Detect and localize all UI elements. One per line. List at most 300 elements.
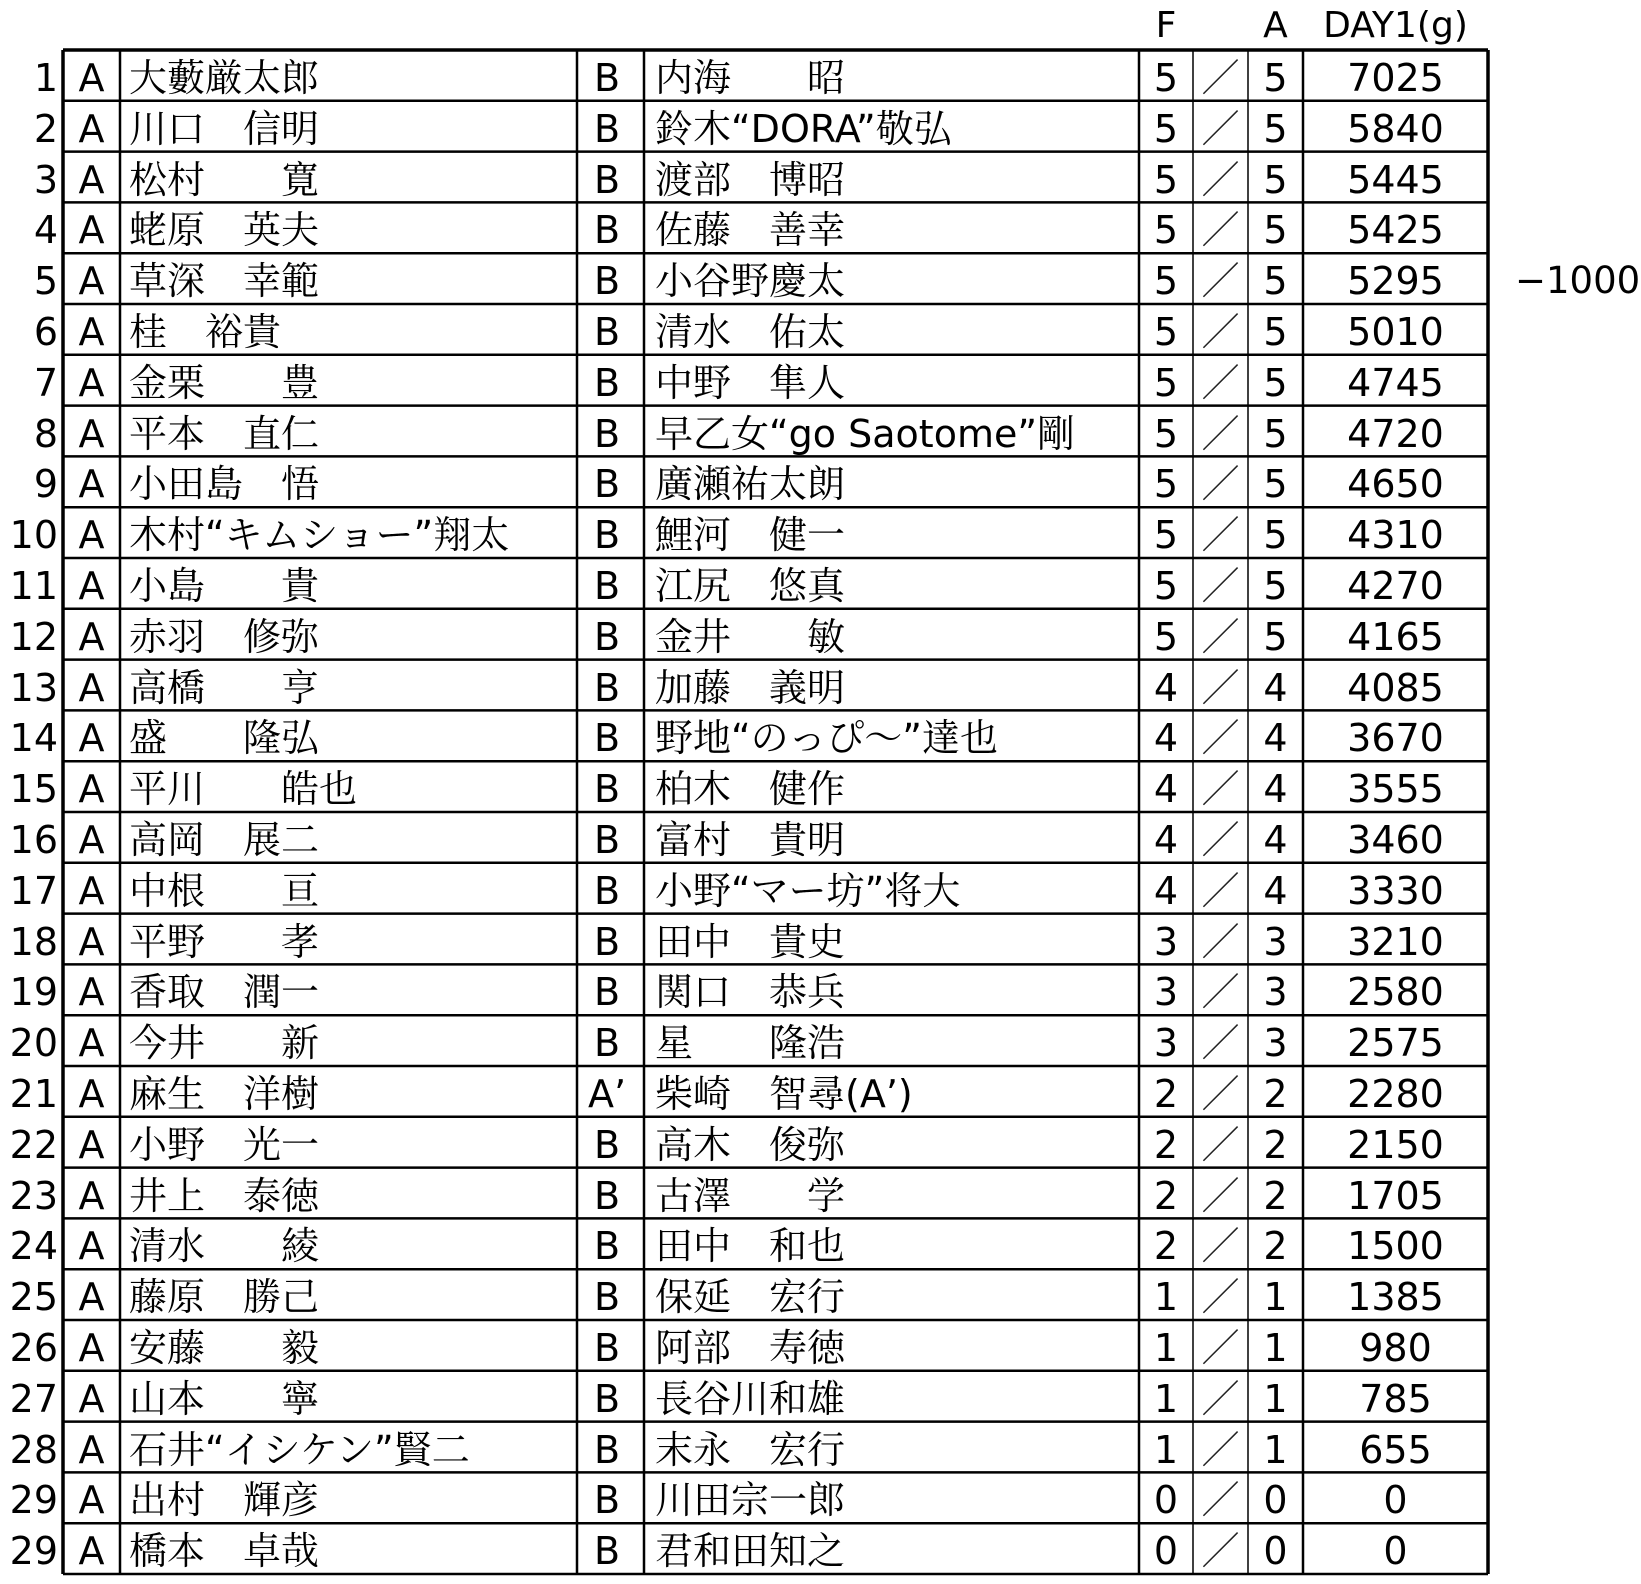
note-cell xyxy=(1515,1371,1641,1422)
name-b-cell: 富村 貴明 xyxy=(655,818,846,862)
note-cell xyxy=(1515,507,1641,558)
name-a-cell: 松村 寛 xyxy=(129,157,320,202)
team-a-cell: A xyxy=(78,106,105,151)
separator-cell: ／ xyxy=(1201,208,1240,253)
separator-cell: ／ xyxy=(1201,1275,1240,1320)
name-b-cell: 早乙女“go Saotome”剛 xyxy=(655,411,1076,456)
day1-cell: 4085 xyxy=(1347,665,1444,710)
name-a-cell: 今井 新 xyxy=(129,1021,320,1066)
name-b-cell: 星 隆浩 xyxy=(655,1021,846,1066)
team-a-cell: A xyxy=(78,716,105,761)
rank-cell: 26 xyxy=(9,1326,58,1370)
table-row xyxy=(0,507,1641,558)
name-b-cell: 金井 敏 xyxy=(655,614,846,659)
team-b-cell: B xyxy=(593,564,621,608)
name-a-cell: 石井“イシケン”賢二 xyxy=(129,1427,470,1472)
team-b-cell: B xyxy=(593,310,621,354)
day1-cell: 1500 xyxy=(1347,1224,1444,1269)
f-cell: 3 xyxy=(1153,970,1179,1015)
day1-cell: 2280 xyxy=(1347,1072,1444,1116)
table-row xyxy=(0,1472,1641,1523)
team-a-cell: A xyxy=(78,1021,105,1066)
team-b-cell: B xyxy=(593,411,621,456)
note-cell xyxy=(1515,1320,1641,1371)
f-cell: 5 xyxy=(1153,310,1179,354)
a-cell: 4 xyxy=(1263,665,1288,710)
f-cell: 2 xyxy=(1153,1224,1179,1269)
table-row xyxy=(0,406,1641,457)
name-b-cell: 古澤 学 xyxy=(655,1173,846,1218)
note-cell xyxy=(1515,1168,1641,1219)
rank-cell: 21 xyxy=(9,1072,58,1116)
f-cell: 4 xyxy=(1153,665,1179,710)
team-b-cell: B xyxy=(593,1021,621,1066)
rank-cell: 12 xyxy=(9,614,58,659)
team-a-cell: A xyxy=(78,259,105,304)
name-a-cell: 山本 寧 xyxy=(129,1376,320,1421)
day1-cell: 1705 xyxy=(1347,1173,1444,1218)
name-a-cell: 高岡 展二 xyxy=(129,818,320,862)
day1-cell: 5295 xyxy=(1347,259,1444,304)
table-row xyxy=(0,1371,1641,1422)
note-cell xyxy=(1515,964,1641,1015)
name-a-cell: 大藪厳太郎 xyxy=(129,56,320,100)
day1-cell: 0 xyxy=(1383,1529,1408,1574)
separator-cell: ／ xyxy=(1201,259,1240,304)
name-b-cell: 佐藤 善幸 xyxy=(655,208,846,253)
team-b-cell: B xyxy=(593,1529,621,1574)
team-b-cell: B xyxy=(593,157,621,202)
f-cell: 4 xyxy=(1153,818,1179,862)
f-cell: 5 xyxy=(1153,513,1179,558)
f-cell: 5 xyxy=(1153,614,1179,659)
separator-cell: ／ xyxy=(1201,1122,1240,1167)
team-b-cell: B xyxy=(593,106,621,151)
table-row xyxy=(0,1015,1641,1066)
note-cell xyxy=(1515,1422,1641,1473)
a-cell: 2 xyxy=(1263,1224,1288,1269)
team-a-cell: A xyxy=(78,1427,105,1472)
a-cell: 1 xyxy=(1263,1376,1288,1421)
table-row xyxy=(0,558,1641,609)
table-row xyxy=(0,609,1641,660)
day1-cell: 4270 xyxy=(1347,564,1444,608)
name-a-cell: 赤羽 修弥 xyxy=(129,614,320,659)
a-cell: 1 xyxy=(1263,1326,1288,1370)
table-row xyxy=(0,50,1641,101)
team-a-cell: A xyxy=(78,360,105,405)
a-cell: 0 xyxy=(1263,1478,1288,1523)
separator-cell: ／ xyxy=(1201,716,1240,761)
rank-cell: 6 xyxy=(33,310,58,354)
day1-cell: 2575 xyxy=(1347,1021,1444,1066)
rank-cell: 24 xyxy=(9,1224,58,1269)
f-cell: 2 xyxy=(1153,1122,1179,1167)
note-cell xyxy=(1515,1218,1641,1269)
team-a-cell: A xyxy=(78,564,105,608)
name-b-cell: 田中 和也 xyxy=(655,1224,846,1269)
day1-cell: 3555 xyxy=(1347,767,1444,812)
name-b-cell: 高木 俊弥 xyxy=(655,1122,846,1167)
f-cell: 0 xyxy=(1153,1529,1179,1574)
team-a-cell: A xyxy=(78,818,105,862)
separator-cell: ／ xyxy=(1201,818,1240,862)
separator-cell: ／ xyxy=(1201,310,1240,354)
f-cell: 4 xyxy=(1153,716,1179,761)
name-a-cell: 中根 亘 xyxy=(129,868,320,913)
name-b-cell: 保延 宏行 xyxy=(655,1275,846,1320)
f-cell: 0 xyxy=(1153,1478,1179,1523)
team-a-cell: A xyxy=(78,1326,105,1370)
table-row xyxy=(0,202,1641,253)
separator-cell: ／ xyxy=(1201,564,1240,608)
separator-cell: ／ xyxy=(1201,1326,1240,1370)
table-row xyxy=(0,1218,1641,1269)
rank-cell: 10 xyxy=(9,513,58,558)
a-cell: 5 xyxy=(1263,360,1288,405)
name-b-cell: 阿部 寿徳 xyxy=(655,1326,846,1370)
rank-cell: 7 xyxy=(33,360,58,405)
day1-cell: 4720 xyxy=(1347,411,1444,456)
f-cell: 5 xyxy=(1153,411,1179,456)
separator-cell: ／ xyxy=(1201,1427,1240,1472)
f-cell: 5 xyxy=(1153,106,1179,151)
separator-cell: ／ xyxy=(1201,767,1240,812)
team-a-cell: A xyxy=(78,868,105,913)
name-a-cell: 木村“キムショー”翔太 xyxy=(129,513,510,558)
team-b-cell: B xyxy=(593,360,621,405)
rank-cell: 5 xyxy=(33,259,58,304)
name-b-cell: 中野 隼人 xyxy=(655,360,846,405)
name-a-cell: 藤原 勝己 xyxy=(129,1275,320,1320)
f-cell: 5 xyxy=(1153,564,1179,608)
a-cell: 1 xyxy=(1263,1427,1288,1472)
separator-cell: ／ xyxy=(1201,411,1240,456)
team-b-cell: B xyxy=(593,716,621,761)
rank-cell: 19 xyxy=(9,970,58,1015)
a-cell: 0 xyxy=(1263,1529,1288,1574)
name-b-cell: 渡部 博昭 xyxy=(655,157,846,202)
a-cell: 5 xyxy=(1263,157,1288,202)
team-a-cell: A xyxy=(78,462,105,507)
f-cell: 1 xyxy=(1153,1275,1179,1320)
a-cell: 4 xyxy=(1263,818,1288,862)
day1-cell: 2580 xyxy=(1347,970,1444,1015)
team-b-cell: B xyxy=(593,665,621,710)
separator-cell: ／ xyxy=(1201,1021,1240,1066)
separator-cell: ／ xyxy=(1201,614,1240,659)
rank-cell: 29 xyxy=(9,1478,58,1523)
team-b-cell: B xyxy=(593,513,621,558)
note-cell xyxy=(1515,1117,1641,1168)
team-b-cell: B xyxy=(593,1376,621,1421)
f-cell: 5 xyxy=(1153,208,1179,253)
table-row xyxy=(0,1168,1641,1219)
team-a-cell: A xyxy=(78,1478,105,1523)
day1-cell: 4310 xyxy=(1347,513,1444,558)
separator-cell: ／ xyxy=(1201,1376,1240,1421)
note-cell xyxy=(1515,761,1641,812)
day1-cell: 4650 xyxy=(1347,462,1444,507)
rank-cell: 25 xyxy=(9,1275,58,1320)
table-row xyxy=(0,1066,1641,1117)
note-cell xyxy=(1515,50,1641,101)
a-cell: 2 xyxy=(1263,1122,1288,1167)
a-cell: 5 xyxy=(1263,56,1288,100)
rank-cell: 16 xyxy=(9,818,58,862)
a-cell: 2 xyxy=(1263,1072,1288,1116)
team-b-cell: B xyxy=(593,919,621,964)
team-b-cell: B xyxy=(593,1224,621,1269)
rank-cell: 2 xyxy=(33,106,58,151)
note-cell xyxy=(1515,609,1641,660)
name-a-cell: 香取 潤一 xyxy=(129,970,320,1015)
team-b-cell: B xyxy=(593,208,621,253)
separator-cell: ／ xyxy=(1201,1173,1240,1218)
table-row xyxy=(0,1269,1641,1320)
name-b-cell: 川田宗一郎 xyxy=(655,1478,846,1523)
rank-cell: 22 xyxy=(9,1122,58,1167)
a-cell: 5 xyxy=(1263,259,1288,304)
name-b-cell: 加藤 義明 xyxy=(655,665,846,710)
table-row xyxy=(0,101,1641,152)
day1-cell: 785 xyxy=(1359,1376,1432,1421)
f-cell: 5 xyxy=(1153,360,1179,405)
name-b-cell: 鈴木“DORA”敬弘 xyxy=(655,106,952,151)
rank-cell: 11 xyxy=(9,564,58,608)
team-a-cell: A xyxy=(78,1072,105,1116)
a-cell: 1 xyxy=(1263,1275,1288,1320)
rank-cell: 15 xyxy=(9,767,58,812)
a-cell: 3 xyxy=(1263,970,1288,1015)
name-b-cell: 田中 貴史 xyxy=(655,919,846,964)
separator-cell: ／ xyxy=(1201,157,1240,202)
team-b-cell: B xyxy=(593,818,621,862)
team-a-cell: A xyxy=(78,1173,105,1218)
f-cell: 1 xyxy=(1153,1326,1179,1370)
note-cell xyxy=(1515,1066,1641,1117)
a-cell: 5 xyxy=(1263,614,1288,659)
team-a-cell: A xyxy=(78,310,105,354)
team-b-cell: B xyxy=(593,1478,621,1523)
f-cell: 3 xyxy=(1153,1021,1179,1066)
day1-cell: 5445 xyxy=(1347,157,1444,202)
day1-cell: 3460 xyxy=(1347,818,1444,862)
team-b-cell: B xyxy=(593,1427,621,1472)
a-cell: 4 xyxy=(1263,716,1288,761)
team-b-cell: B xyxy=(593,970,621,1015)
name-b-cell: 柴崎 智尋(A’) xyxy=(655,1072,913,1116)
name-b-cell: 小野“マー坊”将大 xyxy=(655,868,961,913)
table-row xyxy=(0,1320,1641,1371)
f-cell: 5 xyxy=(1153,56,1179,100)
team-b-cell: B xyxy=(593,1326,621,1370)
separator-cell: ／ xyxy=(1201,360,1240,405)
f-cell: 2 xyxy=(1153,1173,1179,1218)
header-day1: DAY1(g) xyxy=(1323,5,1468,46)
day1-cell: 7025 xyxy=(1347,56,1444,100)
name-a-cell: 麻生 洋樹 xyxy=(129,1072,320,1116)
a-cell: 5 xyxy=(1263,564,1288,608)
day1-cell: 2150 xyxy=(1347,1122,1444,1167)
a-cell: 4 xyxy=(1263,767,1288,812)
name-a-cell: 蛯原 英夫 xyxy=(129,208,320,253)
team-b-cell: B xyxy=(593,259,621,304)
name-b-cell: 鯉河 健一 xyxy=(655,513,846,558)
a-cell: 3 xyxy=(1263,1021,1288,1066)
day1-cell: 3670 xyxy=(1347,716,1444,761)
name-a-cell: 川口 信明 xyxy=(129,106,320,151)
rank-cell: 20 xyxy=(9,1021,58,1066)
team-a-cell: A xyxy=(78,56,105,100)
rank-cell: 8 xyxy=(33,411,58,456)
f-cell: 3 xyxy=(1153,919,1179,964)
separator-cell: ／ xyxy=(1201,1478,1240,1523)
note-cell xyxy=(1515,660,1641,711)
separator-cell: ／ xyxy=(1201,970,1240,1015)
note-cell xyxy=(1515,202,1641,253)
team-b-cell: B xyxy=(593,767,621,812)
rank-cell: 9 xyxy=(33,462,58,507)
rank-cell: 27 xyxy=(9,1376,58,1421)
note-cell: −1000 xyxy=(1515,259,1641,303)
name-a-cell: 桂 裕貴 xyxy=(129,310,282,354)
separator-cell: ／ xyxy=(1201,106,1240,151)
rank-cell: 14 xyxy=(9,716,58,761)
name-a-cell: 小野 光一 xyxy=(129,1122,320,1167)
table-row xyxy=(0,914,1641,965)
f-cell: 2 xyxy=(1153,1072,1179,1116)
day1-cell: 655 xyxy=(1359,1427,1432,1472)
table-row xyxy=(0,1523,1641,1574)
note-cell xyxy=(1515,304,1641,355)
team-a-cell: A xyxy=(78,513,105,558)
name-a-cell: 草深 幸範 xyxy=(129,259,320,304)
note-cell xyxy=(1515,558,1641,609)
name-b-cell: 長谷川和雄 xyxy=(655,1376,846,1421)
header-f: F xyxy=(1155,5,1177,46)
separator-cell: ／ xyxy=(1201,1072,1240,1116)
table-row xyxy=(0,863,1641,914)
day1-cell: 4745 xyxy=(1347,360,1444,405)
note-cell xyxy=(1515,1523,1641,1574)
name-a-cell: 平川 皓也 xyxy=(129,767,358,812)
separator-cell: ／ xyxy=(1201,919,1240,964)
team-a-cell: A xyxy=(78,1122,105,1167)
name-a-cell: 小島 貴 xyxy=(129,564,320,608)
name-a-cell: 平野 孝 xyxy=(129,919,320,964)
team-b-cell: B xyxy=(593,462,621,507)
team-a-cell: A xyxy=(78,208,105,253)
team-b-cell: B xyxy=(593,1122,621,1167)
f-cell: 4 xyxy=(1153,868,1179,913)
name-b-cell: 内海 昭 xyxy=(655,56,846,100)
team-a-cell: A xyxy=(78,157,105,202)
name-b-cell: 清水 佑太 xyxy=(655,310,846,354)
note-cell xyxy=(1515,456,1641,507)
a-cell: 5 xyxy=(1263,310,1288,354)
name-a-cell: 小田島 悟 xyxy=(129,462,320,507)
note-cell xyxy=(1515,710,1641,761)
name-b-cell: 関口 恭兵 xyxy=(655,970,846,1015)
name-a-cell: 井上 泰徳 xyxy=(129,1173,320,1218)
day1-cell: 5425 xyxy=(1347,208,1444,253)
name-a-cell: 出村 輝彦 xyxy=(129,1478,320,1523)
a-cell: 4 xyxy=(1263,868,1288,913)
day1-cell: 4165 xyxy=(1347,614,1444,659)
note-cell xyxy=(1515,101,1641,152)
table-row xyxy=(0,964,1641,1015)
day1-cell: 1385 xyxy=(1347,1275,1444,1320)
table-row xyxy=(0,355,1641,406)
separator-cell: ／ xyxy=(1201,56,1240,100)
team-a-cell: A xyxy=(78,1224,105,1269)
team-b-cell: B xyxy=(593,614,621,659)
table-row xyxy=(0,152,1641,203)
table-row xyxy=(0,812,1641,863)
rank-cell: 29 xyxy=(9,1529,58,1574)
header-a: A xyxy=(1263,5,1288,46)
f-cell: 5 xyxy=(1153,462,1179,507)
name-a-cell: 盛 隆弘 xyxy=(129,716,320,761)
note-cell xyxy=(1515,355,1641,406)
note-cell xyxy=(1515,1269,1641,1320)
name-b-cell: 廣瀬祐太朗 xyxy=(655,462,846,507)
team-b-cell: A’ xyxy=(587,1072,627,1116)
note-cell xyxy=(1515,1472,1641,1523)
a-cell: 2 xyxy=(1263,1173,1288,1218)
a-cell: 5 xyxy=(1263,208,1288,253)
name-a-cell: 安藤 毅 xyxy=(129,1326,320,1370)
note-cell xyxy=(1515,863,1641,914)
table-row xyxy=(0,761,1641,812)
team-a-cell: A xyxy=(78,1529,105,1574)
note-cell xyxy=(1515,152,1641,203)
a-cell: 5 xyxy=(1263,513,1288,558)
f-cell: 5 xyxy=(1153,259,1179,304)
rank-cell: 28 xyxy=(9,1427,58,1472)
f-cell: 1 xyxy=(1153,1427,1179,1472)
team-a-cell: A xyxy=(78,767,105,812)
name-a-cell: 平本 直仁 xyxy=(129,411,320,456)
rank-cell: 18 xyxy=(9,919,58,964)
team-a-cell: A xyxy=(78,665,105,710)
table-row xyxy=(0,456,1641,507)
table-row xyxy=(0,1422,1641,1473)
separator-cell: ／ xyxy=(1201,868,1240,913)
day1-cell: 5840 xyxy=(1347,106,1444,151)
name-a-cell: 高橋 亨 xyxy=(129,665,320,710)
separator-cell: ／ xyxy=(1201,1224,1240,1269)
separator-cell: ／ xyxy=(1201,665,1240,710)
team-a-cell: A xyxy=(78,970,105,1015)
name-a-cell: 清水 綾 xyxy=(129,1224,320,1269)
team-b-cell: B xyxy=(593,56,621,100)
day1-cell: 3330 xyxy=(1347,868,1444,913)
team-a-cell: A xyxy=(78,614,105,659)
rank-cell: 17 xyxy=(9,868,58,913)
name-b-cell: 小谷野慶太 xyxy=(655,259,846,304)
name-b-cell: 柏木 健作 xyxy=(655,767,846,812)
separator-cell: ／ xyxy=(1201,462,1240,507)
rank-cell: 3 xyxy=(33,157,58,202)
team-b-cell: B xyxy=(593,868,621,913)
a-cell: 3 xyxy=(1263,919,1288,964)
rank-cell: 4 xyxy=(33,208,58,253)
table-row xyxy=(0,253,1641,304)
name-a-cell: 橋本 卓哉 xyxy=(129,1529,320,1574)
rank-cell: 13 xyxy=(9,665,58,710)
